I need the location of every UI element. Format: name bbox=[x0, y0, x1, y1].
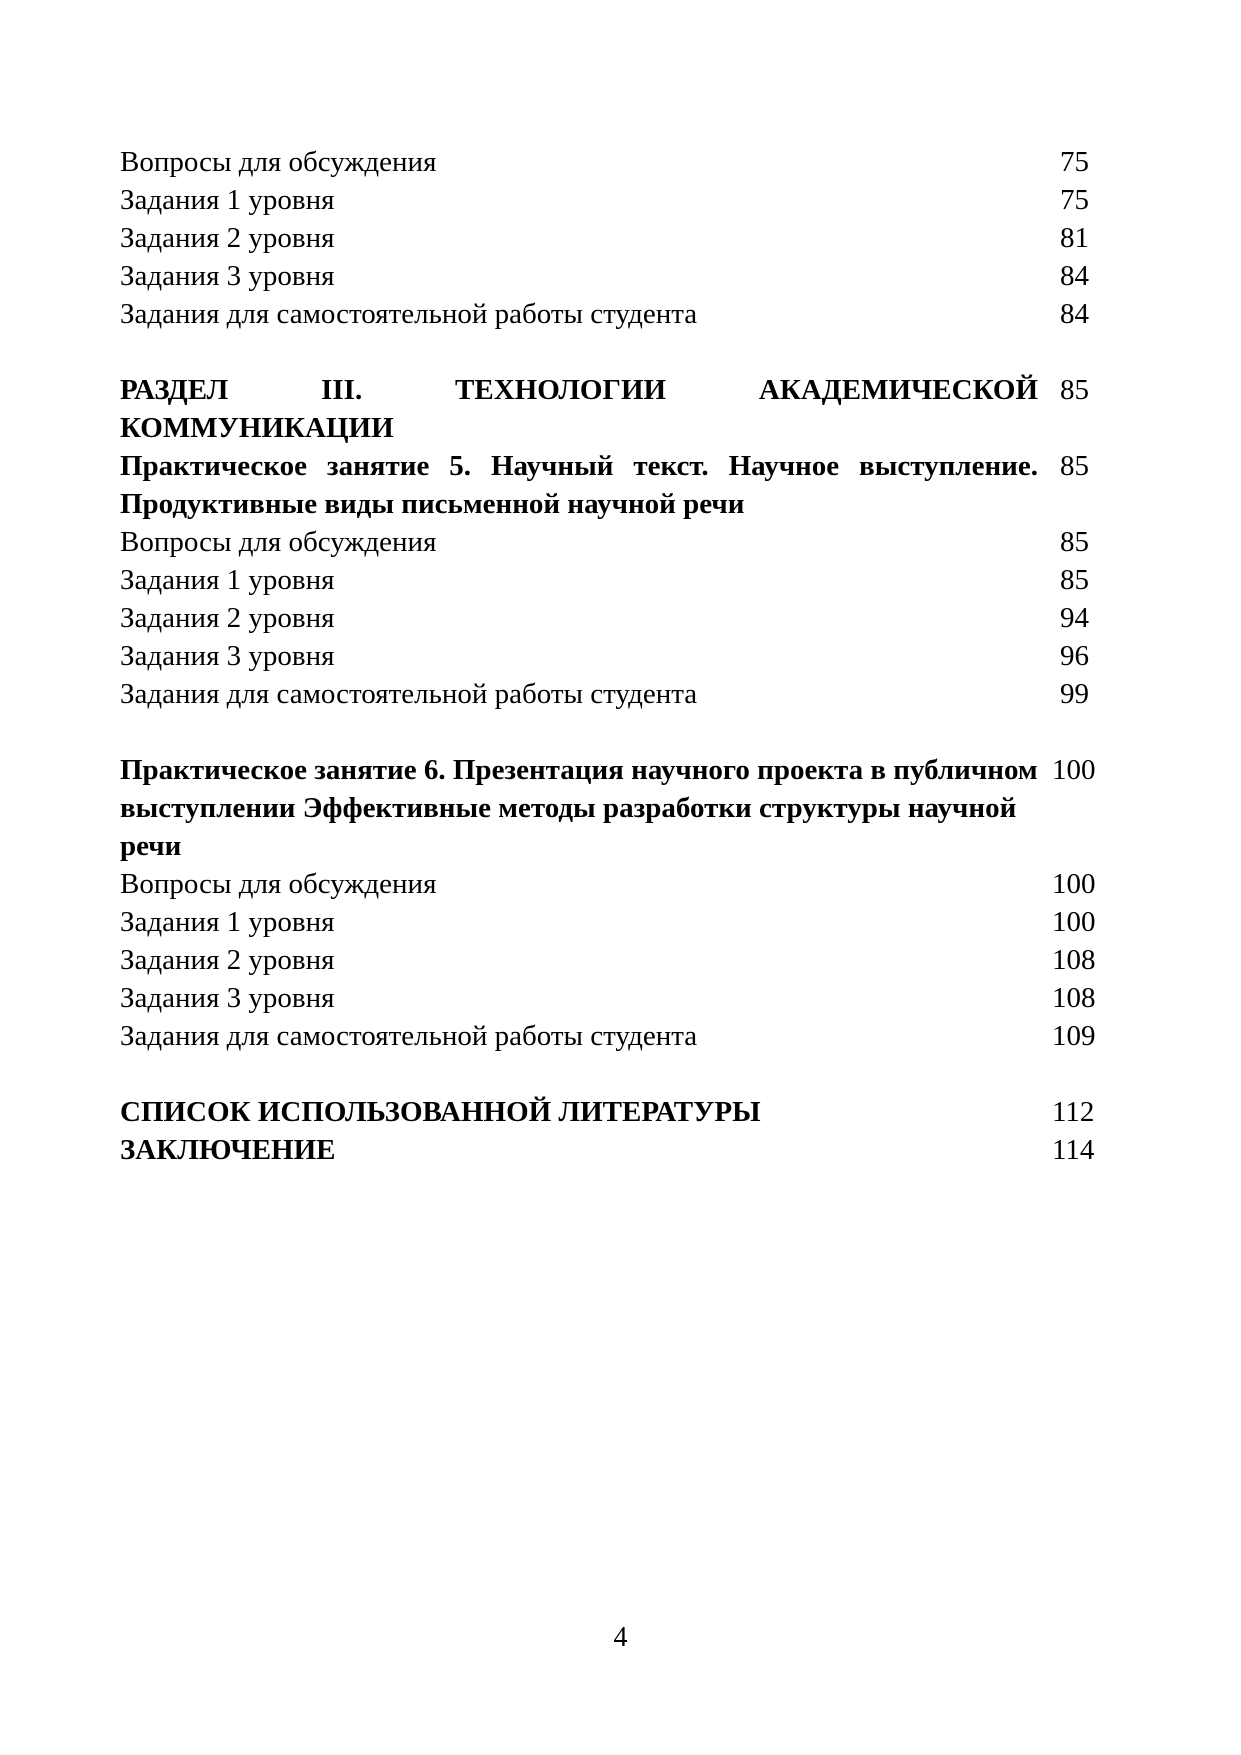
toc-lesson-heading bbox=[120, 447, 1100, 523]
toc-entry-title: Задания для самостоятельной работы студента bbox=[120, 298, 698, 330]
toc-entry-page: 75 bbox=[1060, 184, 1089, 216]
toc-entry-title: Задания 1 уровня bbox=[120, 906, 335, 938]
toc-section-title: РАЗДЕЛ III. ТЕХНОЛОГИИ АКАДЕМИЧЕСКОЙ КОММУНИКАЦИИ bbox=[120, 374, 1038, 444]
toc-entry-title: Задания 2 уровня bbox=[120, 222, 335, 254]
toc-entry-title: Вопросы для обсуждения bbox=[120, 868, 437, 900]
toc-entry bbox=[120, 865, 1100, 903]
toc-entry bbox=[120, 219, 1100, 257]
toc-conclusion bbox=[120, 1131, 1100, 1169]
toc-lesson-page: 100 bbox=[1052, 754, 1096, 786]
toc-entry-page: 85 bbox=[1060, 564, 1089, 596]
toc-entry-title: Задания для самостоятельной работы студента bbox=[120, 1020, 698, 1052]
toc-entry-page: 99 bbox=[1060, 678, 1089, 710]
toc-entry bbox=[120, 561, 1100, 599]
toc-conclusion-page: 114 bbox=[1052, 1134, 1095, 1166]
toc-entry-page: 109 bbox=[1052, 1020, 1096, 1052]
toc-entry bbox=[120, 181, 1100, 219]
toc-entry-page: 100 bbox=[1052, 906, 1096, 938]
toc-conclusion-title: ЗАКЛЮЧЕНИЕ bbox=[120, 1134, 336, 1166]
toc-entry-title: Задания 2 уровня bbox=[120, 602, 335, 634]
toc-lesson-title: Практическое занятие 5. Научный текст. Научное выступление. Продуктивные виды письменной научной речи bbox=[120, 450, 1038, 520]
toc-entry-title: Задания 3 уровня bbox=[120, 982, 335, 1014]
toc-entry bbox=[120, 143, 1100, 181]
toc-entry-page: 84 bbox=[1060, 298, 1089, 330]
toc-entry-title: Задания для самостоятельной работы студента bbox=[120, 678, 698, 710]
toc-lesson-title: Практическое занятие 6. Презентация научного проекта в публичном выступлении Эффективные методы разработки структуры научной речи bbox=[120, 754, 1038, 862]
toc-entry-title: Вопросы для обсуждения bbox=[120, 526, 437, 558]
toc-entry-page: 84 bbox=[1060, 260, 1089, 292]
toc-entry-page: 108 bbox=[1052, 982, 1096, 1014]
toc-entry-title: Вопросы для обсуждения bbox=[120, 146, 437, 178]
toc-entry-page: 96 bbox=[1060, 640, 1089, 672]
toc-entry-page: 75 bbox=[1060, 146, 1089, 178]
toc-entry bbox=[120, 637, 1100, 675]
toc-references bbox=[120, 1093, 1100, 1131]
toc-entry-page: 94 bbox=[1060, 602, 1089, 634]
table-of-contents bbox=[120, 143, 1100, 1169]
toc-entry-page: 108 bbox=[1052, 944, 1096, 976]
toc-entry bbox=[120, 599, 1100, 637]
toc-entry bbox=[120, 941, 1100, 979]
toc-entry bbox=[120, 1017, 1100, 1055]
toc-section-heading bbox=[120, 371, 1100, 447]
toc-entry bbox=[120, 903, 1100, 941]
toc-entry-title: Задания 3 уровня bbox=[120, 640, 335, 672]
page-number: 4 bbox=[613, 1622, 628, 1653]
toc-entry-page: 81 bbox=[1060, 222, 1089, 254]
toc-entry-page: 85 bbox=[1060, 526, 1089, 558]
toc-entry bbox=[120, 979, 1100, 1017]
toc-entry-page: 100 bbox=[1052, 868, 1096, 900]
toc-entry bbox=[120, 295, 1100, 333]
toc-entry bbox=[120, 523, 1100, 561]
toc-lesson-page: 85 bbox=[1060, 450, 1089, 482]
toc-entry bbox=[120, 257, 1100, 295]
toc-entry-title: Задания 1 уровня bbox=[120, 184, 335, 216]
toc-section-page: 85 bbox=[1060, 374, 1089, 406]
toc-lesson-heading bbox=[120, 751, 1100, 865]
toc-entry-title: Задания 2 уровня bbox=[120, 944, 335, 976]
toc-references-page: 112 bbox=[1052, 1096, 1095, 1128]
toc-entry bbox=[120, 675, 1100, 713]
toc-references-title: СПИСОК ИСПОЛЬЗОВАННОЙ ЛИТЕРАТУРЫ bbox=[120, 1096, 761, 1128]
toc-entry-title: Задания 3 уровня bbox=[120, 260, 335, 292]
toc-entry-title: Задания 1 уровня bbox=[120, 564, 335, 596]
